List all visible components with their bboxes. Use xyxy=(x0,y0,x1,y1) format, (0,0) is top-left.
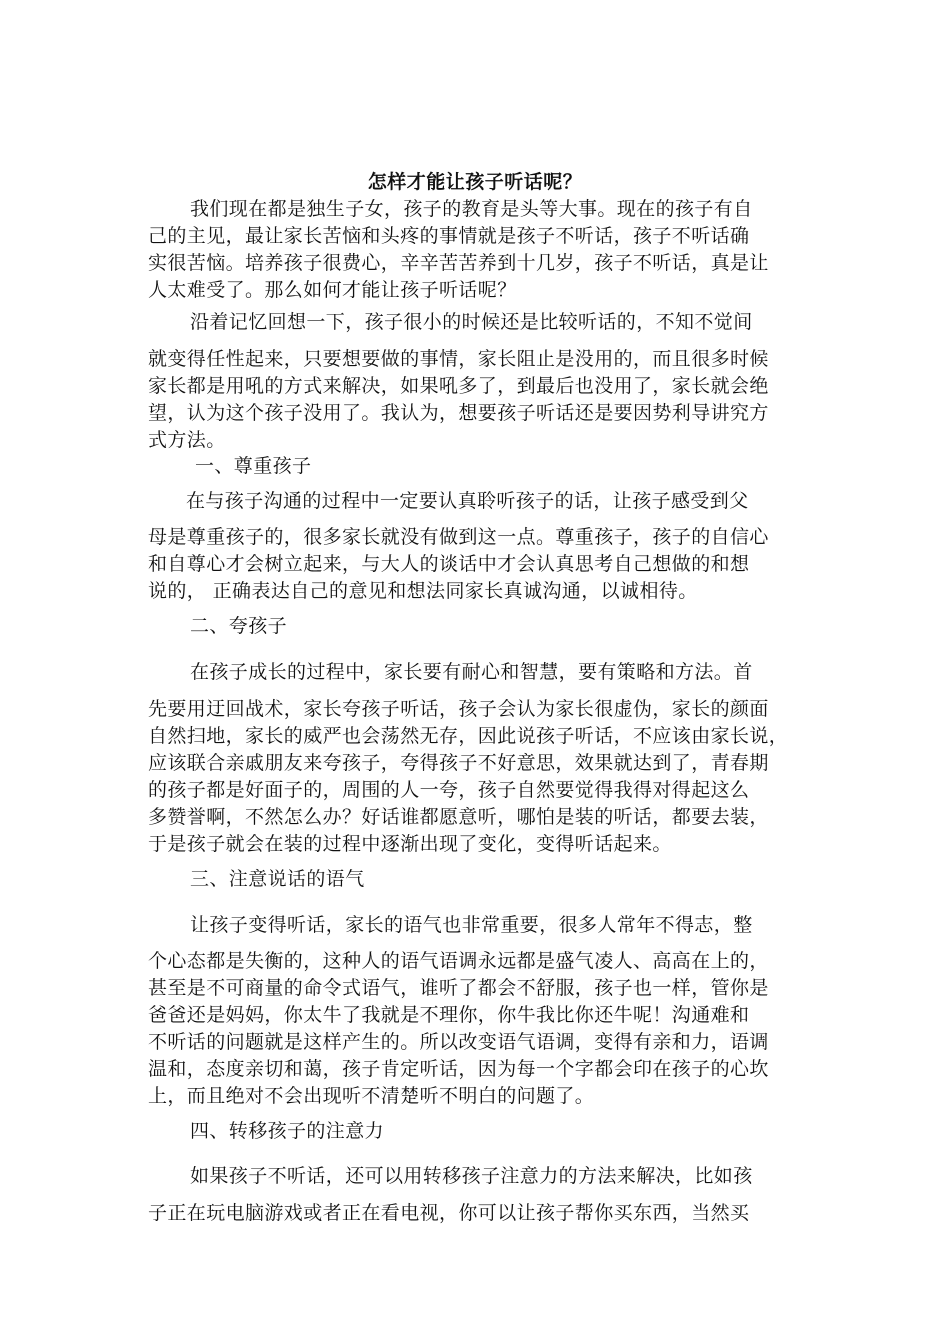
section-heading: 一、尊重孩子 xyxy=(195,455,312,477)
paragraph-line: 个心态都是失衡的，这种人的语气语调永远都是盛气凌人、高高在上的， xyxy=(148,950,769,972)
section-heading: 二、夸孩子 xyxy=(190,615,288,637)
paragraph-line: 母是尊重孩子的，很多家长就没有做到这一点。尊重孩子，孩子的自信心 xyxy=(148,526,769,548)
paragraph-line: 的孩子都是好面子的，周围的人一夸，孩子自然要觉得我得对得起这么 xyxy=(148,779,750,801)
section-heading: 三、注意说话的语气 xyxy=(190,868,365,890)
paragraph-line: 说的， 正确表达自己的意见和想法同家长真诚沟通，以诚相待。 xyxy=(148,580,698,602)
paragraph-line: 在与孩子沟通的过程中一定要认真聆听孩子的话，让孩子感受到父 xyxy=(186,490,749,512)
paragraph-line: 不听话的问题就是这样产生的。所以改变语气语调，变得有亲和力，语调 xyxy=(148,1031,769,1053)
paragraph-line: 甚至是不可商量的命令式语气，谁听了都会不舒服，孩子也一样，管你是 xyxy=(148,977,769,999)
paragraph-line: 自然扫地，家长的威严也会荡然无存，因此说孩子听话，不应该由家长说， xyxy=(148,725,789,747)
paragraph-line: 实很苦恼。培养孩子很费心，辛辛苦苦养到十几岁，孩子不听话，真是让 xyxy=(148,252,769,274)
paragraph-line: 温和，态度亲切和蔼，孩子肯定听话，因为每一个字都会印在孩子的心坎 xyxy=(148,1058,769,1080)
paragraph-line: 多赞誉啊，不然怎么办？好话谁都愿意听，哪怕是装的听话，都要去装， xyxy=(148,806,769,828)
paragraph-line: 望，认为这个孩子没用了。我认为，想要孩子听话还是要因势利导讲究方 xyxy=(148,402,769,424)
paragraph-line: 家长都是用吼的方式来解决，如果吼多了，到最后也没用了，家长就会绝 xyxy=(148,375,769,397)
paragraph-line: 应该联合亲戚朋友来夸孩子，夸得孩子不好意思，效果就达到了，青春期 xyxy=(148,752,769,774)
paragraph-line: 我们现在都是独生子女，孩子的教育是头等大事。现在的孩子有自 xyxy=(190,198,753,220)
section-heading: 四、转移孩子的注意力 xyxy=(190,1120,385,1142)
paragraph-line: 于是孩子就会在装的过程中逐渐出现了变化，变得听话起来。 xyxy=(148,833,672,855)
paragraph-line: 上，而且绝对不会出现听不清楚听不明白的问题了。 xyxy=(148,1085,595,1107)
paragraph-line: 爸爸还是妈妈，你太牛了我就是不理你，你牛我比你还牛呢！沟通难和 xyxy=(148,1004,750,1026)
paragraph-line: 己的主见，最让家长苦恼和头疼的事情就是孩子不听话，孩子不听话确 xyxy=(148,225,750,247)
paragraph-line: 就变得任性起来，只要想要做的事情，家长阻止是没用的，而且很多时候 xyxy=(148,348,769,370)
paragraph-line: 在孩子成长的过程中，家长要有耐心和智慧，要有策略和方法。首 xyxy=(190,661,753,683)
paragraph-line: 如果孩子不听话，还可以用转移孩子注意力的方法来解决，比如孩 xyxy=(190,1165,753,1187)
document-title: 怎样才能让孩子听话呢？ xyxy=(367,171,583,193)
paragraph-line: 式方法。 xyxy=(148,429,226,451)
paragraph-line: 沿着记忆回想一下，孩子很小的时候还是比较听话的，不知不觉间 xyxy=(190,311,753,333)
paragraph-line: 子正在玩电脑游戏或者正在看电视，你可以让孩子帮你买东西，当然买 xyxy=(148,1202,750,1224)
paragraph-line: 先要用迂回战术，家长夸孩子听话，孩子会认为家长很虚伪，家长的颜面 xyxy=(148,698,769,720)
paragraph-line: 人太难受了。那么如何才能让孩子听话呢？ xyxy=(148,279,517,301)
paragraph-line: 让孩子变得听话，家长的语气也非常重要，很多人常年不得志，整 xyxy=(190,914,753,936)
paragraph-line: 和自尊心才会树立起来，与大人的谈话中才会认真思考自己想做的和想 xyxy=(148,553,750,575)
